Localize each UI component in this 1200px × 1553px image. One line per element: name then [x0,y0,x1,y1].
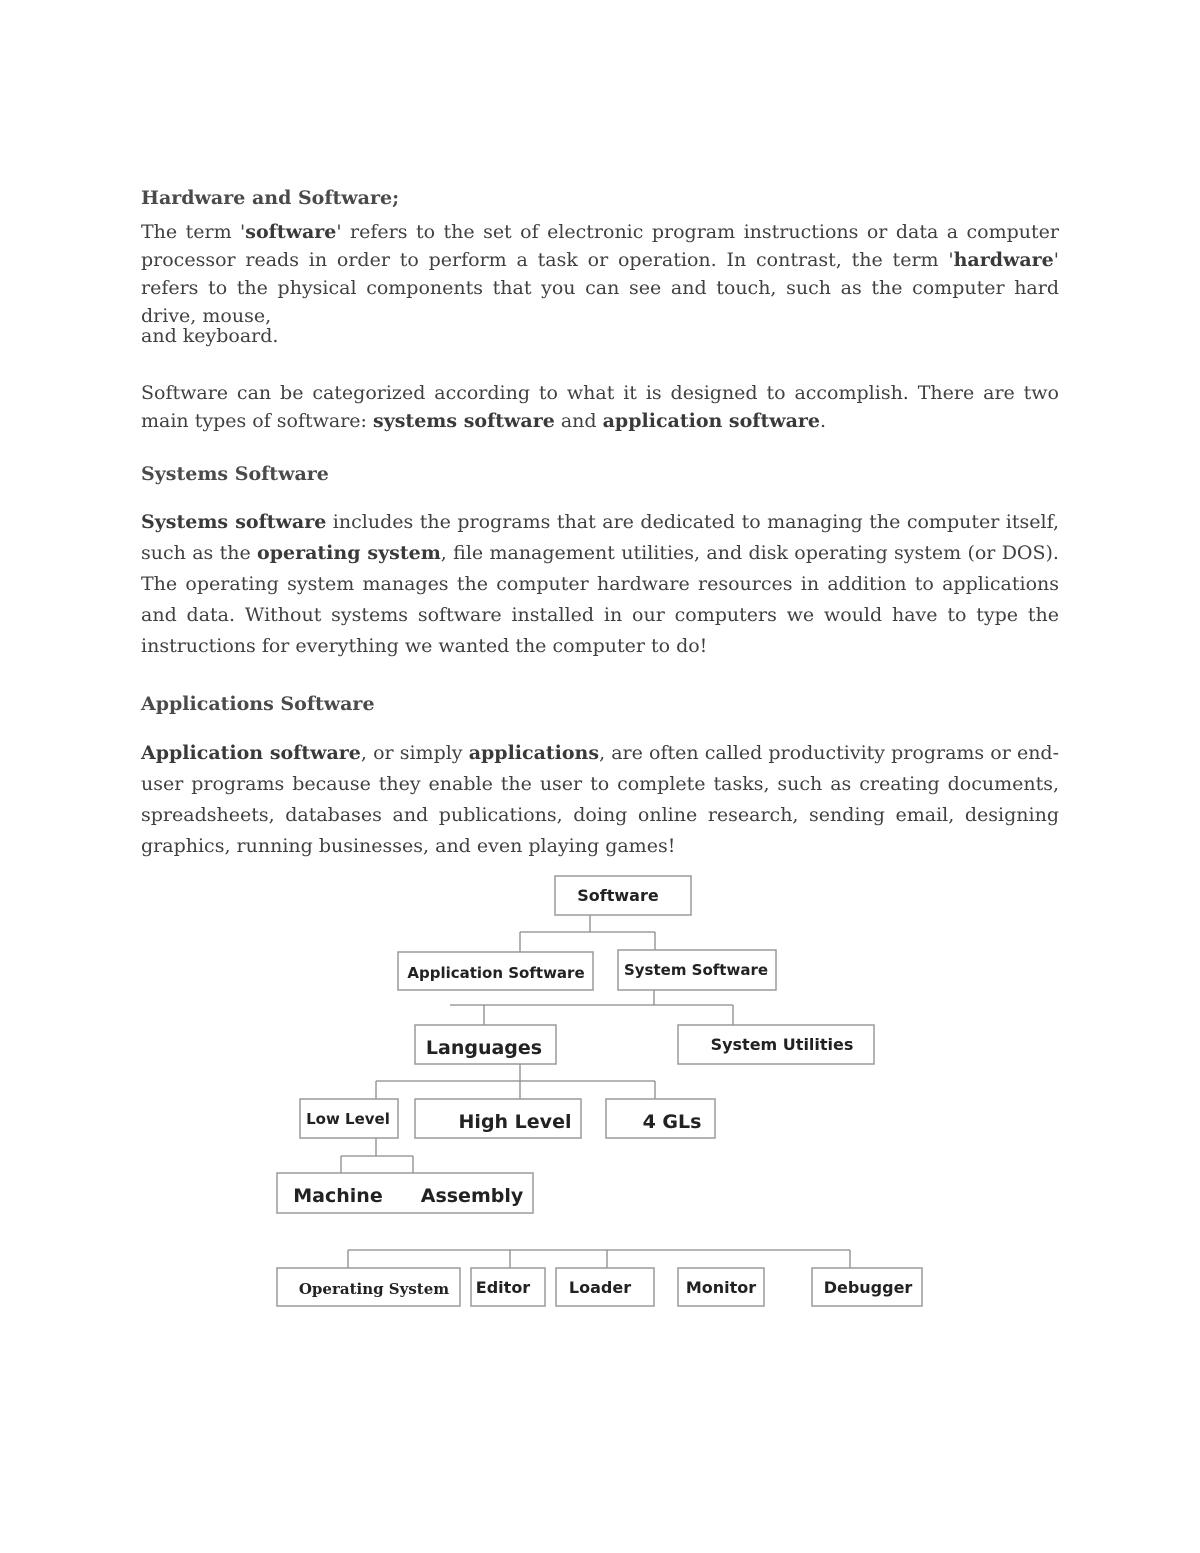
systems-paragraph: Systems software includes the programs that are dedicated to managing the computer itself, such as the operating system, file management utilities, and disk operating system (or DOS). The operating system manages the computer hardware resources in addition to applications and data. Without systems software installed in our computers we would have to type the instructions for everything we wanted the computer to do! [141,511,1059,657]
loader-label: Loader [568,1278,632,1297]
operating-system-label: Operating System [298,1280,450,1298]
low-level-label: Low Level [306,1110,390,1128]
applications-paragraph: Application software, or simply applications, are often called productivity programs or end-user programs because they enable the user to complete tasks, such as creating documents, spreadsheets, databases and publications, doing online research, sending email, designing graphics, running businesses, and even playing games! [141,742,1060,857]
applications-heading: Applications Software [141,693,375,715]
intro-paragraph-end: and keyboard. [141,325,279,347]
application-software-label: Application Software [407,964,585,982]
assembly-label: Assembly [420,1185,524,1207]
document-title: Hardware and Software; [141,187,400,209]
system-utilities-label: System Utilities [710,1035,854,1054]
hardware-term: hardware [953,249,1054,271]
machine-label: Machine [293,1185,383,1207]
system-software-label: System Software [623,961,769,979]
systems-heading: Systems Software [141,463,329,485]
debugger-label: Debugger [823,1278,913,1297]
software-term: software [245,221,337,243]
four-gls-label: 4 GLs [642,1111,702,1133]
languages-label: Languages [425,1037,543,1059]
high-level-label: High Level [458,1111,572,1133]
categories-paragraph: Software can be categorized according to what it is designed to accomplish. There are two main types of software: systems software and application software. [141,382,1059,432]
monitor-label: Monitor [685,1278,757,1297]
editor-label: Editor [475,1278,531,1297]
software-label: Software [577,886,659,905]
intro-paragraph: The term 'software' refers to the set of electronic program instructions or data a computer processor reads in order to perform a task or operation. In contrast, the term 'hardware' refers to the physical components that you can see and touch, such as the computer hard drive, mouse, [141,221,1059,327]
